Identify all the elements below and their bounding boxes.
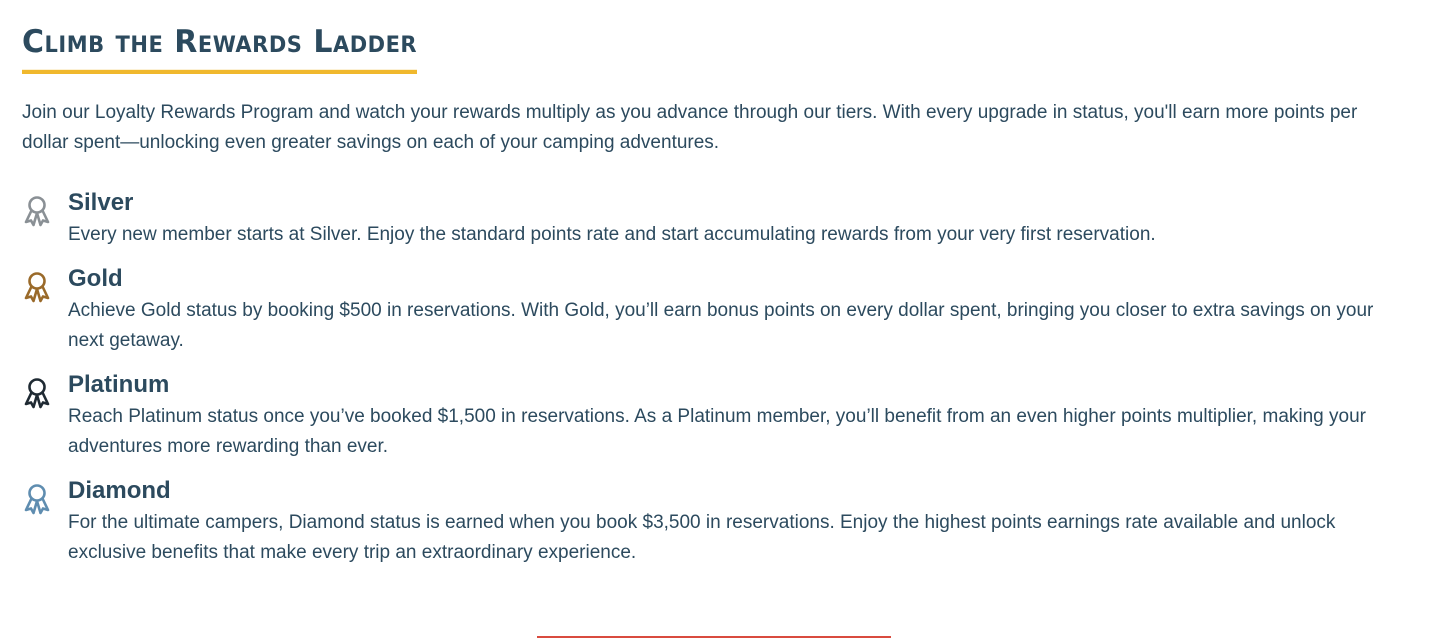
tier-name: Silver bbox=[68, 189, 134, 216]
tier-gold bbox=[22, 264, 1412, 356]
tier-description: Reach Platinum status once you’ve booked $1,500 in reservations. As a Platinum member, you’ll benefit from an even higher points multiplier, making your adventures more rewarding than ever. bbox=[68, 406, 1366, 457]
intro-paragraph: Join our Loyalty Rewards Program and watch your rewards multiply as you advance through our tiers. With every upgrade in status, you'll earn more points per dollar spent—unlocking even greater savings on each of your camping adventures. bbox=[22, 102, 1358, 153]
rewards-section bbox=[22, 24, 1412, 582]
tier-diamond bbox=[22, 476, 1412, 568]
tier-description: Every new member starts at Silver. Enjoy the standard points rate and start accumulating rewards from your very first reservation. bbox=[68, 224, 1156, 245]
tier-name: Gold bbox=[68, 265, 123, 292]
tier-list bbox=[22, 188, 1412, 568]
tier-description: For the ultimate campers, Diamond status is earned when you book $3,500 in reservations. Enjoy the highest points earnings rate available and unlock exclusive benefits that make every trip an extraordinary experience. bbox=[68, 512, 1336, 563]
award-ribbon-icon bbox=[22, 270, 52, 304]
award-ribbon-icon bbox=[22, 376, 52, 410]
award-ribbon-icon bbox=[22, 194, 52, 228]
page-title: Climb the Rewards Ladder bbox=[22, 22, 417, 74]
tier-silver bbox=[22, 188, 1412, 250]
tier-platinum bbox=[22, 370, 1412, 462]
tier-name: Diamond bbox=[68, 477, 171, 504]
tier-description: Achieve Gold status by booking $500 in reservations. With Gold, you’ll earn bonus points on every dollar spent, bringing you closer to extra savings on your next getaway. bbox=[68, 300, 1374, 351]
cta-button[interactable] bbox=[537, 636, 891, 640]
tier-name: Platinum bbox=[68, 371, 170, 398]
award-ribbon-icon bbox=[22, 482, 52, 516]
